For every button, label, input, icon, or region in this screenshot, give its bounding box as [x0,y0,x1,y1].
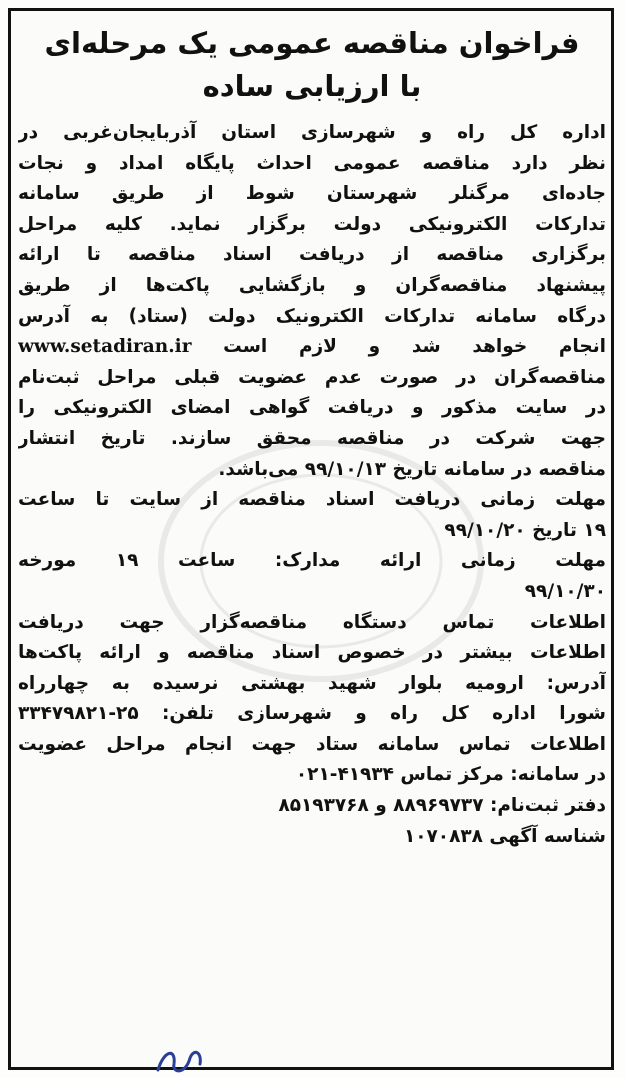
body-line-14: ۱۹ تاریخ ۹۹/۱۰/۲۰ [444,519,606,541]
title-line-1: فراخوان مناقصه عمومی یک مرحله‌ای [44,26,580,60]
notice-title [18,22,606,108]
body-line-17: اطلاعات تماس دستگاه مناقصه‌گزار جهت دریافت [18,611,606,633]
body-line-23: دفتر ثبت‌نام: ۸۸۹۶۹۷۳۷ و ۸۵۱۹۳۷۶۸ [278,795,606,817]
body-line-15: مهلت زمانی ارائه مدارک: ساعت ۱۹ مورخه [18,550,606,572]
body-line-7: درگاه سامانه تدارکات الکترونیک دولت (ستاد) به آدرس [18,305,606,327]
handwritten-mark [150,1040,210,1077]
body-line-16: ۹۹/۱۰/۳۰ [524,580,606,602]
notice-body [18,118,606,852]
body-line-19: آدرس: ارومیه بلوار شهید بهشتی نرسیده به چهارراه [18,672,606,694]
notice-content [18,22,606,852]
title-line-2: با ارزیابی ساده [202,69,422,103]
body-line-20: شورا اداره کل راه و شهرسازی تلفن: ۲۵-۳۳۴۷۹۸۲۱ [18,703,606,725]
body-line-21: اطلاعات تماس سامانه ستاد جهت انجام مراحل عضویت [18,733,606,755]
body-line-18: اطلاعات بیشتر در خصوص اسناد مناقصه و ارائه پاکت‌ها [18,642,606,664]
body-line-11: جهت شرکت در مناقصه محقق سازند. تاریخ انتشار [18,427,606,449]
body-line-2: نظر دارد مناقصه عمومی احداث پایگاه امداد و نجات [18,152,606,174]
body-line-6: پیشنهاد مناقصه‌گران و بازگشایی پاکت‌ها از طریق [18,274,606,296]
body-line-8-text: انجام خواهد شد و لازم است [223,336,606,358]
body-line-5: برگزاری مناقصه از دریافت اسناد مناقصه تا ارائه [18,244,606,266]
body-line-24: شناسه آگهی ۱۰۷۰۸۳۸ [403,825,606,847]
website-link[interactable]: www.setadiran.ir [18,336,192,358]
body-line-4: تدارکات الکترونیکی دولت برگزار نماید. کلیه مراحل [18,213,606,235]
body-line-10: در سایت مذکور و دریافت گواهی امضای الکترونیکی را [18,397,606,419]
body-line-12: مناقصه در سامانه تاریخ ۹۹/۱۰/۱۳ می‌باشد. [218,458,606,480]
body-line-3: جاده‌ای مرگنلر شهرستان شوط از طریق سامانه [18,183,606,205]
body-line-9: مناقصه‌گران در صورت عدم عضویت قبلی مراحل ثبت‌نام [18,366,606,388]
body-line-22: در سامانه: مرکز تماس ۴۱۹۳۴-۰۲۱ [295,764,606,786]
body-line-8 [18,332,606,363]
body-line-1: اداره کل راه و شهرسازی استان آذربایجان‌غربی در [18,122,606,143]
body-line-13: مهلت زمانی دریافت اسناد مناقصه از سایت تا ساعت [18,489,606,511]
